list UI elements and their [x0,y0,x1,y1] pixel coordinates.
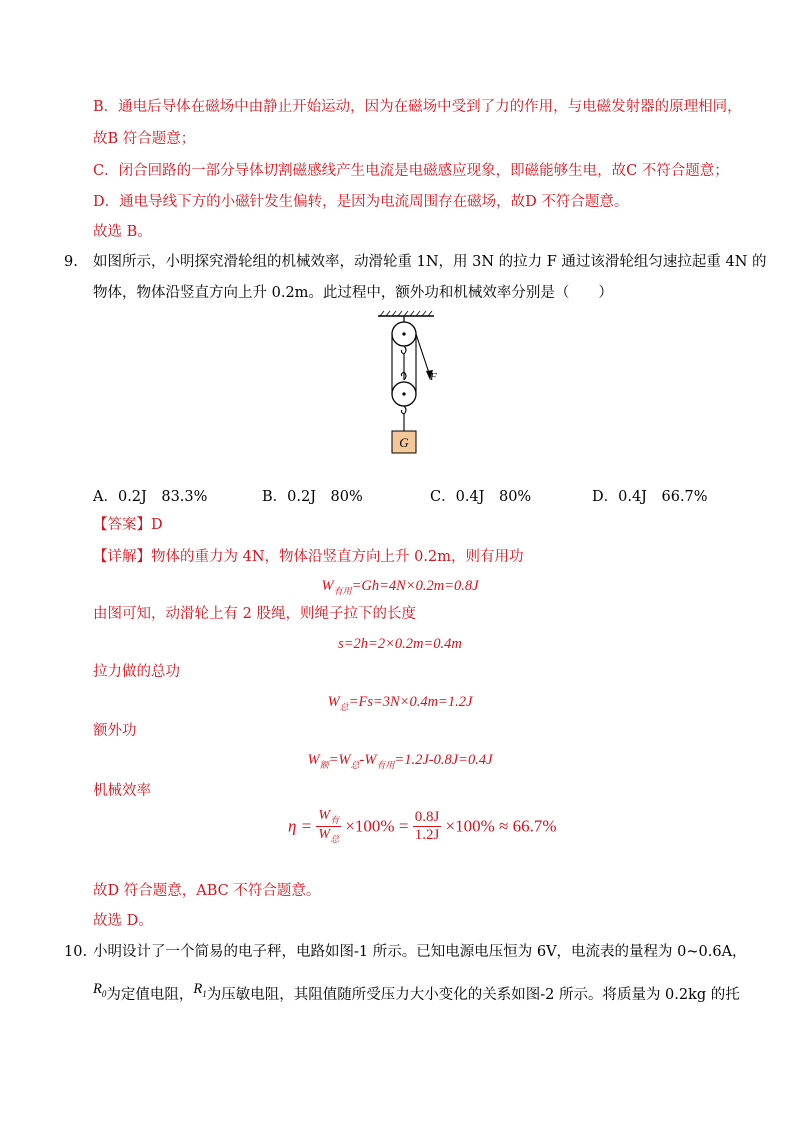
choose-b-line: 故选 B。 [93,224,152,240]
r1-symbol: $R_1$ [193,981,207,999]
option-d-line: D．通电导线下方的小磁针发生偏转，是因为电流周围存在磁场，故D 不符合题意。 [93,194,629,210]
option-a[interactable]: A．0.2J 83.3% [93,489,208,505]
option-b-line2: 故B 符合题意； [93,131,196,147]
option-c[interactable]: C．0.4J 80% [430,489,532,505]
force-label: F [430,371,437,383]
text-extra-work: 额外功 [93,723,137,739]
q10-number: 10. [64,944,88,960]
eq-extra-work: $W_额=W_总-W_{有用}=1.2J-0.8J=0.4J$ [307,752,493,770]
r0-symbol: $R_0$ [93,981,107,999]
eq-total-work: $W_总=Fs=3N\times 0.4m=1.2J$ [327,694,473,712]
eq-rope-length: s=2h=2×0.2m=0.4m [338,636,462,652]
text-total-work: 拉力做的总功 [93,664,180,680]
q9-text-line2: 物体，物体沿竖直方向上升 0.2m。此过程中，额外功和机械效率分别是（ ） [93,285,613,301]
conclusion-line: 故D 符合题意，ABC 不符合题意。 [93,883,321,899]
pulley-figure [370,308,450,458]
weight-label: G [399,435,409,450]
option-b[interactable]: B．0.2J 80% [262,489,363,505]
option-c-line: C．闭合回路的一部分导体切割磁感线产生电流是电磁感应现象，即磁能够生电，故C 不符合题意； [93,163,729,179]
detail-line [93,547,523,567]
option-b-line1: B．通电后导体在磁场中由静止开始运动，因为在磁场中受到了力的作用，与电磁发射器的原理相同， [93,99,742,115]
detail-intro: 物体的重力为 4N，物体沿竖直方向上升 0.2m，则有用功 [151,549,524,565]
text-rope: 由图可知，动滑轮上有 2 股绳，则绳子拉下的长度 [93,606,416,622]
option-d[interactable]: D．0.4J 66.7% [592,489,708,505]
answer-line: 【答案】D [93,517,163,533]
choose-d-line: 故选 D。 [93,913,153,929]
q9-text-line1: 如图所示，小明探究滑轮组的机械效率，动滑轮重 1N，用 3N 的拉力 F 通过该滑轮组匀速拉起重 4N 的 [93,254,767,270]
q9-number: 9. [64,254,78,270]
efficiency-formula: η = $\frac{W_有}{W_总}$ ×100% = $\frac{0.8J}{1.2J}$ ×100% ≈ 66.7% [288,808,557,844]
text-efficiency: 机械效率 [93,783,151,799]
eq-useful-work: $W_{有用}=Gh=4N\times 0.2m=0.8J$ [321,578,479,596]
q10-text-line1: 小明设计了一个简易的电子秤，电路如图-1 所示。已知电源电压恒为 6V，电流表的量程为 0~0.6A， [93,944,747,960]
detail-tag: 【详解】 [93,549,151,565]
q10-text-line2: $R_0$为定值电阻，$R_1$为压敏电阻，其阻值随所受压力大小变化的关系如图-2 所示。将质量为 0.2kg 的托 [93,981,740,1003]
